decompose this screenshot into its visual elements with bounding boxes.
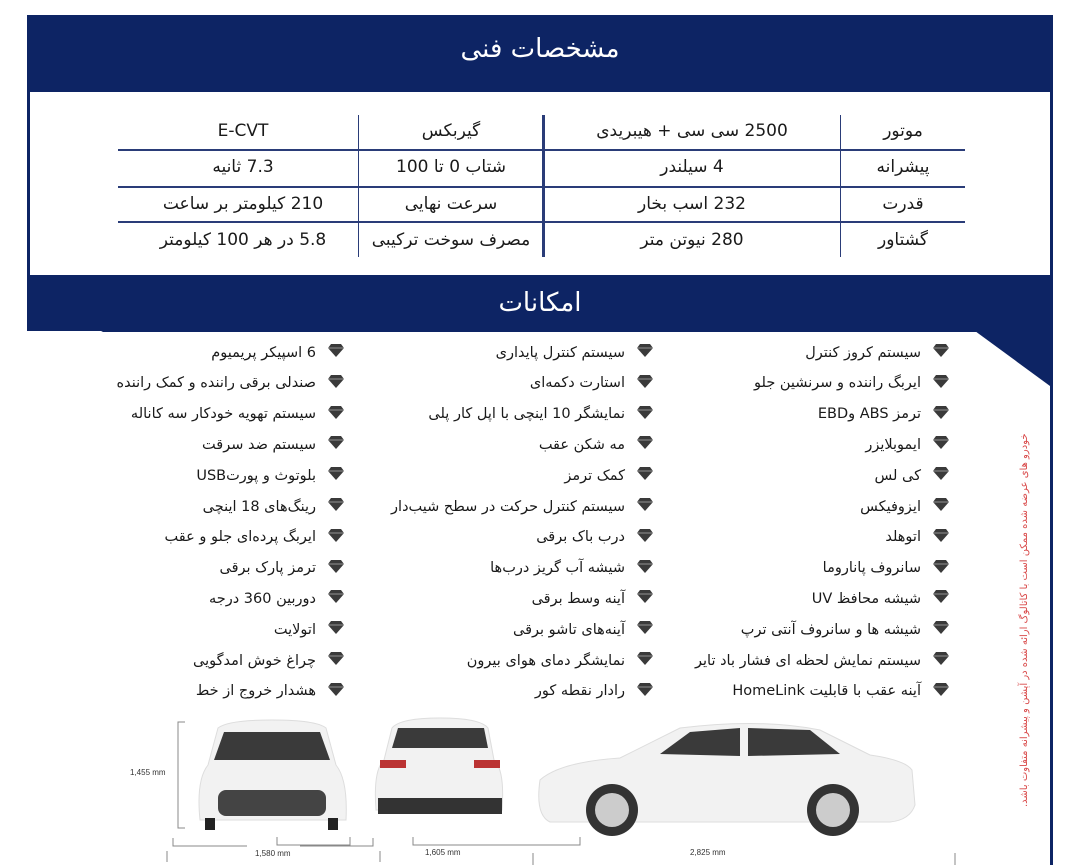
- feature-label: ترمز پارک برقی: [219, 560, 316, 577]
- spec-label: گشتاور: [878, 230, 928, 250]
- feature-item: [131, 406, 344, 423]
- spec-value: 7.3 ثانیه: [212, 157, 274, 177]
- feature-label: استارت دکمه‌ای: [529, 375, 625, 392]
- diamond-icon: [933, 498, 949, 515]
- diamond-icon: [933, 621, 949, 638]
- feature-item: [202, 436, 344, 453]
- feature-label: آینه‌های تاشو برقی: [513, 621, 625, 638]
- dimension-front-track: 1,580 mm: [255, 849, 291, 858]
- car-rear-view: [375, 718, 502, 814]
- feature-label: سیستم نمایش لحظه ای فشار باد تایر: [694, 652, 921, 669]
- feature-item: [467, 652, 653, 669]
- feature-label: 6 اسپیکر پریمیوم: [211, 344, 316, 361]
- feature-label: سیستم کروز کنترل: [805, 344, 921, 361]
- spec-value: 5.8 در هر 100 کیلومتر: [159, 230, 327, 250]
- feature-item: [732, 683, 949, 700]
- spec-label: پیشرانه: [876, 157, 930, 177]
- feature-item: [490, 560, 653, 577]
- feature-label: سیستم تهویه خودکار سه کاناله: [130, 406, 316, 423]
- spec-label: گیربکس: [421, 121, 481, 141]
- diamond-icon: [933, 529, 949, 546]
- col-divider: [358, 115, 359, 257]
- feature-label: کی لس: [874, 467, 921, 484]
- feature-label: ترمز ABS وEBD: [817, 406, 921, 423]
- spec-value: 2500 سی سی + هیبریدی: [596, 121, 788, 141]
- diamond-icon: [637, 436, 653, 453]
- feature-label: دوربین 360 درجه: [208, 590, 316, 607]
- feature-label: اتولایت: [273, 621, 316, 638]
- diamond-icon: [637, 529, 653, 546]
- feature-item: [211, 344, 344, 361]
- diamond-icon: [933, 590, 949, 607]
- diamond-icon: [328, 436, 344, 453]
- feature-label: سیستم کنترل پایداری: [495, 344, 625, 361]
- diamond-icon: [637, 590, 653, 607]
- frame-right: [1050, 92, 1053, 865]
- feature-item: [805, 344, 949, 361]
- specs-title: مشخصات فنی: [460, 34, 620, 64]
- feature-label: درب باک برقی: [536, 529, 625, 546]
- feature-item: [274, 621, 344, 638]
- feature-label: ایربگ پرده‌ای جلو و عقب: [164, 529, 316, 546]
- feature-label: ایزوفیکس: [860, 498, 921, 515]
- diamond-icon: [637, 344, 653, 361]
- diamond-icon: [328, 406, 344, 423]
- feature-item: [209, 590, 344, 607]
- feature-item: [535, 683, 653, 700]
- feature-item: [885, 529, 949, 546]
- feature-label: سیستم ضد سرقت: [202, 436, 316, 453]
- diamond-icon: [637, 683, 653, 700]
- feature-label: آینه وسط برقی: [531, 590, 625, 607]
- feature-item: [536, 529, 653, 546]
- col-divider: [542, 115, 545, 257]
- height-bracket: [178, 722, 185, 828]
- dimension-rear-track: 1,605 mm: [425, 848, 461, 857]
- feature-item: [196, 683, 344, 700]
- spec-value: 232 اسب بخار: [637, 194, 747, 214]
- spec-label: شتاب 0 تا 100: [396, 157, 506, 177]
- feature-item: [513, 621, 653, 638]
- feature-item: [117, 375, 344, 392]
- spec-label: موتور: [883, 121, 923, 141]
- feature-label: اتوهلد: [885, 529, 921, 546]
- diamond-icon: [933, 375, 949, 392]
- feature-item: [539, 436, 653, 453]
- diamond-icon: [933, 406, 949, 423]
- feature-label: نمایشگر 10 اینچی با اپل کار پلی: [428, 406, 625, 423]
- feature-item: [496, 344, 653, 361]
- feature-item: [695, 652, 949, 669]
- diamond-icon: [933, 683, 949, 700]
- feature-label: شیشه ها و سانروف آنتی ترپ: [740, 621, 921, 638]
- dimension-height: 1,455 mm: [130, 768, 166, 777]
- feature-item: [219, 560, 344, 577]
- feature-label: چراغ خوش امدگویی: [193, 652, 316, 669]
- feature-item: [532, 590, 653, 607]
- feature-label: شیشه آب گریز درب‌ها: [490, 560, 625, 577]
- feature-label: مه شکن عقب: [538, 436, 625, 453]
- feature-item: [754, 375, 949, 392]
- diamond-icon: [328, 375, 344, 392]
- feature-label: آینه عقب با قابلیت HomeLink: [732, 683, 921, 700]
- feature-item: [530, 375, 653, 392]
- diamond-icon: [637, 375, 653, 392]
- diamond-icon: [637, 498, 653, 515]
- feature-item: [193, 652, 344, 669]
- diamond-icon: [328, 621, 344, 638]
- car-dimensions-illustration: [0, 710, 1000, 865]
- feature-item: [865, 436, 949, 453]
- spec-value: 280 نیوتن متر: [640, 230, 744, 250]
- feature-label: رینگ‌های 18 اینچی: [202, 498, 316, 515]
- feature-item: [203, 498, 344, 515]
- spec-label: سرعت نهایی: [404, 194, 498, 214]
- diamond-icon: [933, 652, 949, 669]
- feature-item: [564, 467, 653, 484]
- feature-label: هشدار خروج از خط: [195, 683, 316, 700]
- feature-item: [860, 498, 949, 515]
- feature-item: [391, 498, 653, 515]
- diamond-icon: [637, 406, 653, 423]
- feature-item: [874, 467, 949, 484]
- col-divider: [840, 115, 841, 257]
- feature-label: بلوتوث و پورتUSB: [196, 467, 316, 484]
- feature-item: [823, 560, 949, 577]
- feature-label: ایموبلایزر: [865, 436, 921, 453]
- feature-item: [812, 590, 949, 607]
- spec-label: مصرف سوخت ترکیبی: [371, 230, 531, 250]
- diamond-icon: [328, 560, 344, 577]
- diamond-icon: [328, 590, 344, 607]
- diamond-icon: [637, 560, 653, 577]
- feature-label: سیستم کنترل حرکت در سطح شیب‌دار: [391, 498, 625, 515]
- diamond-icon: [637, 467, 653, 484]
- feature-label: صندلی برقی راننده و کمک راننده: [116, 375, 316, 392]
- diamond-icon: [933, 436, 949, 453]
- feature-label: شیشه محافظ UV: [811, 590, 921, 607]
- car-front-view: [199, 720, 346, 830]
- feature-item: [428, 406, 653, 423]
- diamond-icon: [933, 344, 949, 361]
- dimension-wheelbase: 2,825 mm: [690, 848, 726, 857]
- diamond-icon: [328, 683, 344, 700]
- feature-label: سانروف پاناروما: [822, 560, 921, 577]
- feature-label: رادار نقطه کور: [534, 683, 625, 700]
- spec-value: E-CVT: [217, 121, 269, 141]
- spec-label: قدرت: [882, 194, 924, 214]
- spec-value: 210 کیلومتر بر ساعت: [162, 194, 324, 214]
- feature-item: [196, 467, 344, 484]
- spec-value: 4 سیلندر: [660, 157, 724, 177]
- disclaimer-note: خودرو های عرضه شده ممکن است با کاتالوگ ارائه شده در آپشن و پیشرانه متفاوت باشد.: [1019, 433, 1030, 807]
- feature-label: ایربگ راننده و سرنشین جلو: [754, 375, 921, 392]
- features-title: امکانات: [498, 288, 582, 318]
- diamond-icon: [328, 529, 344, 546]
- diamond-icon: [637, 652, 653, 669]
- diamond-icon: [933, 560, 949, 577]
- diamond-icon: [328, 344, 344, 361]
- feature-item: [818, 406, 949, 423]
- diamond-icon: [328, 652, 344, 669]
- diamond-icon: [933, 467, 949, 484]
- feature-item: [165, 529, 344, 546]
- feature-label: نمایشگر دمای هوای بیرون: [466, 652, 625, 669]
- feature-item: [741, 621, 949, 638]
- feature-label: کمک ترمز: [564, 467, 625, 484]
- diamond-icon: [328, 467, 344, 484]
- diamond-icon: [637, 621, 653, 638]
- car-side-view: [539, 723, 915, 836]
- diamond-icon: [328, 498, 344, 515]
